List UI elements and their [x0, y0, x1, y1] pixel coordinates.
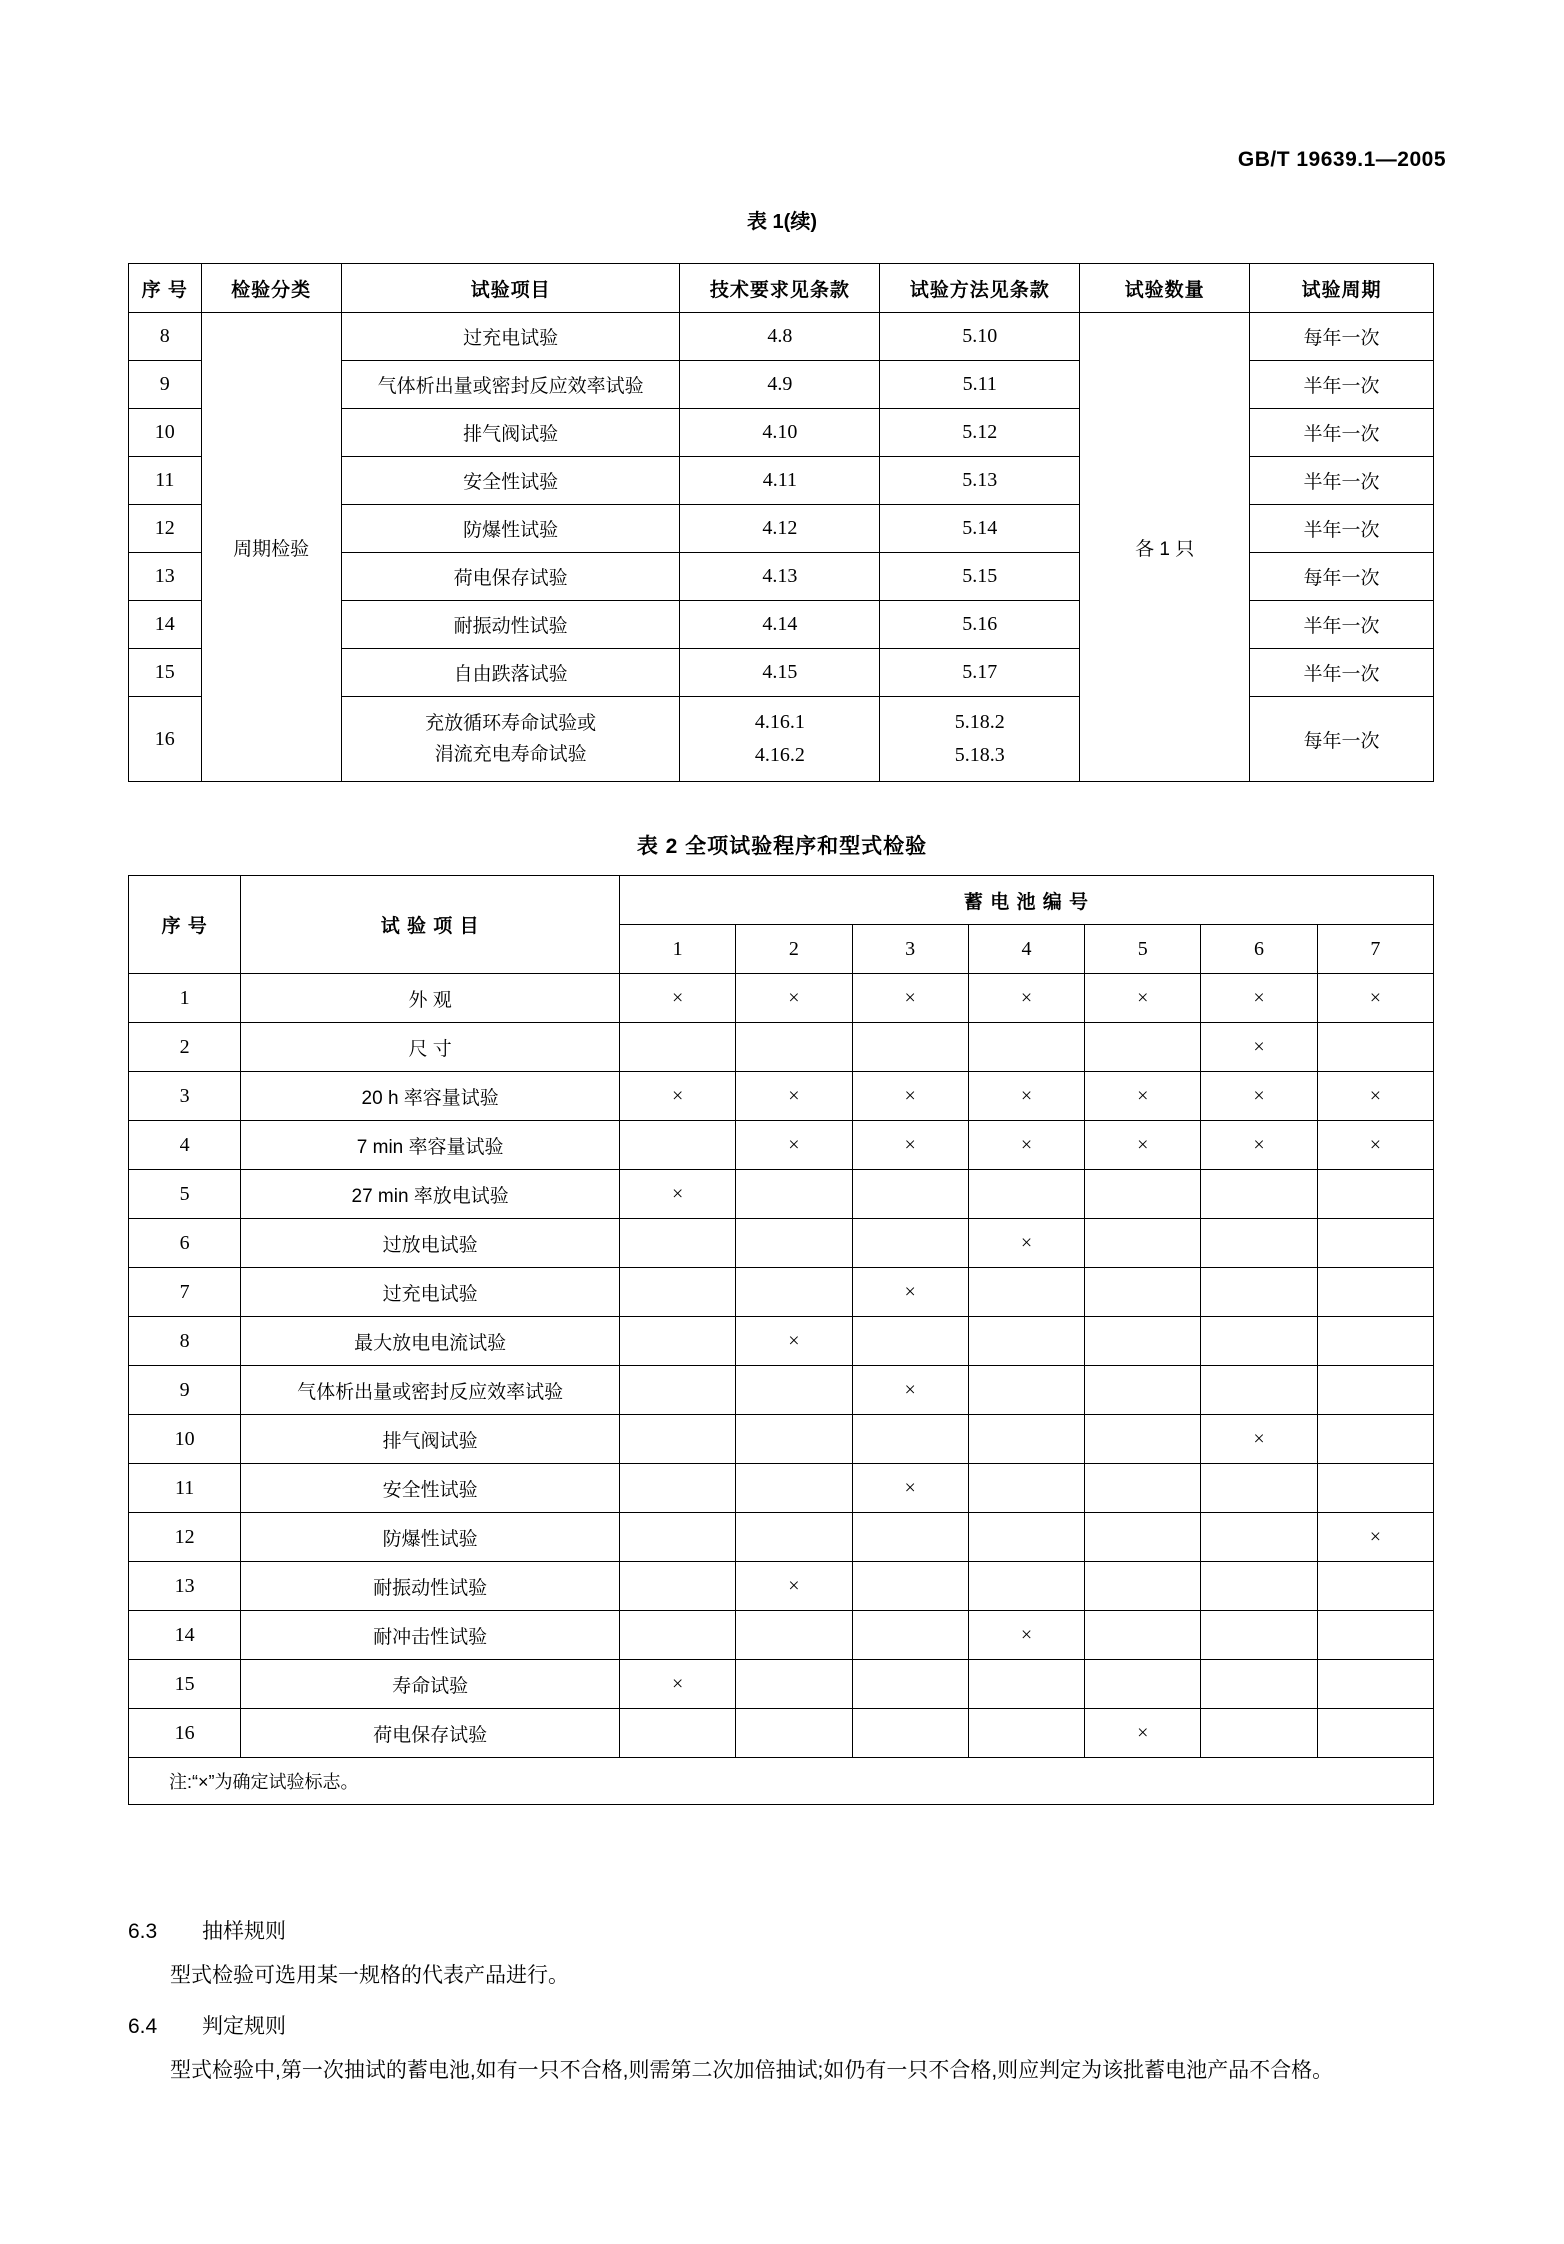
row-mark-empty — [1317, 1366, 1433, 1415]
row-mark-selected: × — [1201, 974, 1317, 1023]
row-period: 半年一次 — [1250, 505, 1434, 553]
row-mark-selected: × — [619, 1072, 735, 1121]
row-mark-empty — [1201, 1317, 1317, 1366]
row-mark-empty — [968, 1660, 1084, 1709]
row-mark-empty — [736, 1366, 852, 1415]
row-mark-empty — [1317, 1709, 1433, 1758]
row-no: 5 — [129, 1170, 241, 1219]
row-mark-selected: × — [852, 1072, 968, 1121]
row-mark-empty — [852, 1709, 968, 1758]
row-mark-empty — [619, 1562, 735, 1611]
row-mark-empty — [852, 1219, 968, 1268]
row-item: 尺 寸 — [241, 1023, 620, 1072]
row-period: 每年一次 — [1250, 553, 1434, 601]
row-mark-selected: × — [619, 974, 735, 1023]
row-method — [880, 697, 1080, 782]
table-row — [129, 1121, 1434, 1170]
row-mark-selected: × — [1201, 1023, 1317, 1072]
row-period: 半年一次 — [1250, 457, 1434, 505]
row-mark-empty — [1317, 1170, 1433, 1219]
row-no: 10 — [129, 1415, 241, 1464]
row-no: 1 — [129, 974, 241, 1023]
row-mark-empty — [1317, 1268, 1433, 1317]
row-mark-selected: × — [619, 1660, 735, 1709]
row-mark-selected: × — [736, 1072, 852, 1121]
row-mark-empty — [968, 1170, 1084, 1219]
row-mark-empty — [619, 1268, 735, 1317]
row-item-line1: 充放循环寿命试验或 — [425, 712, 597, 734]
table2-cell-no-2: 2 — [736, 925, 852, 974]
row-mark-empty — [1201, 1611, 1317, 1660]
table2-note-row — [129, 1758, 1434, 1805]
row-period: 半年一次 — [1250, 409, 1434, 457]
row-mark-empty — [1317, 1611, 1433, 1660]
row-mark-empty — [1085, 1660, 1201, 1709]
row-item: 27 min 率放电试验 — [241, 1170, 620, 1219]
row-item: 过放电试验 — [241, 1219, 620, 1268]
row-mark-selected: × — [1201, 1072, 1317, 1121]
row-mark-empty — [1085, 1317, 1201, 1366]
row-mark-selected: × — [852, 1121, 968, 1170]
row-period: 每年一次 — [1250, 313, 1434, 361]
table-row — [129, 1072, 1434, 1121]
row-mark-selected: × — [736, 1317, 852, 1366]
row-mark-selected: × — [852, 974, 968, 1023]
row-mark-empty — [736, 1513, 852, 1562]
row-mark-empty — [1085, 1464, 1201, 1513]
section-6-4-number: 6.4 — [128, 2015, 158, 2038]
row-mark-empty — [852, 1660, 968, 1709]
table-full-test-program — [128, 875, 1434, 1805]
row-mark-selected: × — [1085, 1072, 1201, 1121]
row-mark-empty — [852, 1611, 968, 1660]
section-6-3-number: 6.3 — [128, 1920, 158, 1943]
row-req: 4.9 — [680, 361, 880, 409]
row-req: 4.10 — [680, 409, 880, 457]
row-mark-empty — [736, 1268, 852, 1317]
row-req-line1: 4.16.1 — [754, 711, 805, 733]
row-no: 6 — [129, 1219, 241, 1268]
row-mark-empty — [1085, 1023, 1201, 1072]
table-row — [129, 1562, 1434, 1611]
row-mark-empty — [1201, 1464, 1317, 1513]
row-item: 耐冲击性试验 — [241, 1611, 620, 1660]
table-row — [129, 1170, 1434, 1219]
standard-number: GB/T 19639.1—2005 — [1237, 148, 1446, 171]
row-no: 4 — [129, 1121, 241, 1170]
row-mark-empty — [1317, 1562, 1433, 1611]
table-row — [129, 1660, 1434, 1709]
row-no: 15 — [129, 1660, 241, 1709]
row-mark-empty — [852, 1023, 968, 1072]
row-mark-empty — [852, 1170, 968, 1219]
row-method: 5.10 — [880, 313, 1080, 361]
row-period: 每年一次 — [1250, 697, 1434, 782]
table2-col-group: 蓄 电 池 编 号 — [619, 876, 1433, 925]
table2-header-row-1 — [129, 876, 1434, 925]
row-mark-empty — [1201, 1562, 1317, 1611]
section-6-4-heading — [128, 2010, 286, 2040]
row-mark-empty — [1317, 1317, 1433, 1366]
table1-col-period: 试验周期 — [1250, 264, 1434, 313]
row-mark-selected: × — [1317, 1513, 1433, 1562]
row-item: 寿命试验 — [241, 1660, 620, 1709]
row-item: 气体析出量或密封反应效率试验 — [241, 1366, 620, 1415]
row-mark-selected: × — [852, 1464, 968, 1513]
row-item: 耐振动性试验 — [241, 1562, 620, 1611]
table-row — [129, 1611, 1434, 1660]
row-req: 4.12 — [680, 505, 880, 553]
row-mark-empty — [1201, 1513, 1317, 1562]
row-mark-selected: × — [1201, 1415, 1317, 1464]
row-no: 12 — [129, 505, 202, 553]
row-mark-selected: × — [1317, 1121, 1433, 1170]
row-no: 10 — [129, 409, 202, 457]
table-row — [129, 974, 1434, 1023]
row-mark-empty — [1201, 1366, 1317, 1415]
row-req: 4.15 — [680, 649, 880, 697]
row-mark-empty — [1201, 1268, 1317, 1317]
row-method: 5.12 — [880, 409, 1080, 457]
section-6-4-paragraph: 型式检验中,第一次抽试的蓄电池,如有一只不合格,则需第二次加倍抽试;如仍有一只不合格,则应判定为该批蓄电池产品不合格。 — [170, 2059, 1334, 2082]
table2-cell-no-7: 7 — [1317, 925, 1433, 974]
row-mark-empty — [619, 1366, 735, 1415]
row-item: 自由跌落试验 — [341, 649, 680, 697]
table-periodic-inspection — [128, 263, 1434, 782]
row-mark-empty — [1317, 1023, 1433, 1072]
row-mark-empty — [1085, 1366, 1201, 1415]
row-item: 最大放电电流试验 — [241, 1317, 620, 1366]
row-no: 8 — [129, 313, 202, 361]
table1-body — [129, 313, 1434, 782]
row-mark-selected: × — [968, 1072, 1084, 1121]
row-mark-empty — [968, 1513, 1084, 1562]
row-mark-empty — [619, 1023, 735, 1072]
row-mark-empty — [736, 1709, 852, 1758]
row-mark-empty — [619, 1121, 735, 1170]
row-mark-empty — [1085, 1170, 1201, 1219]
row-mark-empty — [1085, 1268, 1201, 1317]
row-mark-selected: × — [736, 1121, 852, 1170]
row-no: 16 — [129, 697, 202, 782]
row-no: 12 — [129, 1513, 241, 1562]
table-row — [129, 1023, 1434, 1072]
table-row — [129, 1366, 1434, 1415]
row-period: 半年一次 — [1250, 361, 1434, 409]
row-mark-empty — [968, 1317, 1084, 1366]
row-mark-selected: × — [1317, 1072, 1433, 1121]
row-mark-empty — [736, 1464, 852, 1513]
row-item: 20 h 率容量试验 — [241, 1072, 620, 1121]
row-no: 13 — [129, 1562, 241, 1611]
row-mark-empty — [736, 1660, 852, 1709]
row-mark-empty — [1201, 1219, 1317, 1268]
row-no: 13 — [129, 553, 202, 601]
row-mark-empty — [968, 1464, 1084, 1513]
row-method: 5.17 — [880, 649, 1080, 697]
row-no: 11 — [129, 457, 202, 505]
row-item-line2: 涓流充电寿命试验 — [434, 744, 587, 765]
row-mark-empty — [1085, 1415, 1201, 1464]
row-mark-selected: × — [1085, 974, 1201, 1023]
row-mark-selected: × — [619, 1170, 735, 1219]
row-item: 荷电保存试验 — [341, 553, 680, 601]
table1-col-method: 试验方法见条款 — [880, 264, 1080, 313]
row-mark-empty — [1317, 1415, 1433, 1464]
table1-col-qty: 试验数量 — [1080, 264, 1250, 313]
row-item — [341, 697, 680, 782]
table-row — [129, 1464, 1434, 1513]
row-mark-empty — [619, 1219, 735, 1268]
row-no: 8 — [129, 1317, 241, 1366]
row-mark-selected: × — [1201, 1121, 1317, 1170]
row-mark-empty — [968, 1268, 1084, 1317]
row-mark-empty — [1201, 1170, 1317, 1219]
table1-col-no: 序 号 — [129, 264, 202, 313]
row-item: 排气阀试验 — [241, 1415, 620, 1464]
row-class: 周期检验 — [201, 313, 341, 782]
row-mark-empty — [968, 1709, 1084, 1758]
row-method: 5.11 — [880, 361, 1080, 409]
row-mark-selected: × — [968, 1611, 1084, 1660]
table-row — [129, 1219, 1434, 1268]
table-row — [129, 1513, 1434, 1562]
table2-cell-no-4: 4 — [968, 925, 1084, 974]
row-mark-empty — [1201, 1660, 1317, 1709]
row-mark-empty — [968, 1415, 1084, 1464]
row-qty: 各 1 只 — [1080, 313, 1250, 782]
row-mark-empty — [1317, 1464, 1433, 1513]
row-mark-empty — [852, 1415, 968, 1464]
row-mark-selected: × — [736, 1562, 852, 1611]
row-mark-empty — [619, 1709, 735, 1758]
row-req: 4.14 — [680, 601, 880, 649]
row-no: 2 — [129, 1023, 241, 1072]
section-6-4-title: 判定规则 — [202, 2015, 286, 2038]
section-6-3-heading — [128, 1915, 286, 1945]
row-mark-selected: × — [852, 1268, 968, 1317]
row-method-line2: 5.18.3 — [954, 744, 1005, 766]
row-period: 半年一次 — [1250, 649, 1434, 697]
row-item: 过充电试验 — [341, 313, 680, 361]
row-mark-selected: × — [968, 1121, 1084, 1170]
table1-header-row — [129, 264, 1434, 313]
row-item: 过充电试验 — [241, 1268, 620, 1317]
row-item: 安全性试验 — [341, 457, 680, 505]
row-no: 11 — [129, 1464, 241, 1513]
row-method-line1: 5.18.2 — [954, 711, 1005, 733]
row-no: 9 — [129, 1366, 241, 1415]
row-no: 16 — [129, 1709, 241, 1758]
row-mark-empty — [852, 1513, 968, 1562]
table1-caption: 表 1(续) — [747, 211, 817, 233]
row-no: 3 — [129, 1072, 241, 1121]
row-method: 5.15 — [880, 553, 1080, 601]
row-mark-empty — [619, 1317, 735, 1366]
row-mark-empty — [1085, 1513, 1201, 1562]
row-no: 15 — [129, 649, 202, 697]
row-mark-selected: × — [736, 974, 852, 1023]
row-item: 耐振动性试验 — [341, 601, 680, 649]
row-mark-empty — [968, 1023, 1084, 1072]
row-mark-empty — [968, 1366, 1084, 1415]
row-mark-empty — [736, 1170, 852, 1219]
table-row — [129, 1709, 1434, 1758]
row-mark-empty — [736, 1415, 852, 1464]
row-method: 5.13 — [880, 457, 1080, 505]
section-6-3-paragraph: 型式检验可选用某一规格的代表产品进行。 — [170, 1964, 569, 1987]
row-item: 外 观 — [241, 974, 620, 1023]
table-row — [129, 1268, 1434, 1317]
row-req: 4.11 — [680, 457, 880, 505]
table2-body — [129, 876, 1434, 1805]
row-req-line2: 4.16.2 — [754, 744, 805, 766]
table1-col-item: 试验项目 — [341, 264, 680, 313]
row-mark-empty — [852, 1317, 968, 1366]
row-item: 荷电保存试验 — [241, 1709, 620, 1758]
row-item: 安全性试验 — [241, 1464, 620, 1513]
row-item: 防爆性试验 — [341, 505, 680, 553]
row-item: 排气阀试验 — [341, 409, 680, 457]
table-row — [129, 1415, 1434, 1464]
row-req — [680, 697, 880, 782]
row-req: 4.13 — [680, 553, 880, 601]
row-mark-selected: × — [1317, 974, 1433, 1023]
row-mark-empty — [619, 1611, 735, 1660]
row-method: 5.14 — [880, 505, 1080, 553]
row-item: 防爆性试验 — [241, 1513, 620, 1562]
row-mark-selected: × — [1085, 1121, 1201, 1170]
table2-note: 注:“×”为确定试验标志。 — [129, 1758, 1434, 1805]
table2-caption: 表 2 全项试验程序和型式检验 — [636, 835, 928, 858]
table-row — [129, 313, 1434, 361]
table2-cell-no-6: 6 — [1201, 925, 1317, 974]
row-mark-selected: × — [852, 1366, 968, 1415]
row-item: 7 min 率容量试验 — [241, 1121, 620, 1170]
row-req: 4.8 — [680, 313, 880, 361]
row-no: 14 — [129, 1611, 241, 1660]
table2-cell-no-1: 1 — [619, 925, 735, 974]
section-6-3-title: 抽样规则 — [202, 1920, 286, 1943]
row-period: 半年一次 — [1250, 601, 1434, 649]
row-method: 5.16 — [880, 601, 1080, 649]
row-mark-empty — [736, 1611, 852, 1660]
row-mark-empty — [1201, 1709, 1317, 1758]
row-mark-empty — [968, 1562, 1084, 1611]
row-mark-empty — [619, 1513, 735, 1562]
row-mark-selected: × — [968, 1219, 1084, 1268]
table2-col-no: 序 号 — [129, 876, 241, 974]
row-no: 7 — [129, 1268, 241, 1317]
table2-col-item: 试 验 项 目 — [241, 876, 620, 974]
table1-head — [129, 264, 1434, 313]
table1-col-class: 检验分类 — [201, 264, 341, 313]
row-no: 9 — [129, 361, 202, 409]
row-mark-selected: × — [968, 974, 1084, 1023]
row-mark-empty — [619, 1464, 735, 1513]
table2-cell-no-5: 5 — [1085, 925, 1201, 974]
row-mark-empty — [619, 1415, 735, 1464]
row-mark-empty — [1085, 1219, 1201, 1268]
row-mark-empty — [1085, 1611, 1201, 1660]
table2-cell-no-3: 3 — [852, 925, 968, 974]
row-no: 14 — [129, 601, 202, 649]
table1-col-req: 技术要求见条款 — [680, 264, 880, 313]
row-mark-empty — [852, 1562, 968, 1611]
row-mark-empty — [736, 1023, 852, 1072]
row-mark-empty — [736, 1219, 852, 1268]
row-mark-empty — [1085, 1562, 1201, 1611]
row-item: 气体析出量或密封反应效率试验 — [341, 361, 680, 409]
row-mark-empty — [1317, 1660, 1433, 1709]
row-mark-empty — [1317, 1219, 1433, 1268]
row-mark-selected: × — [1085, 1709, 1201, 1758]
table-row — [129, 1317, 1434, 1366]
